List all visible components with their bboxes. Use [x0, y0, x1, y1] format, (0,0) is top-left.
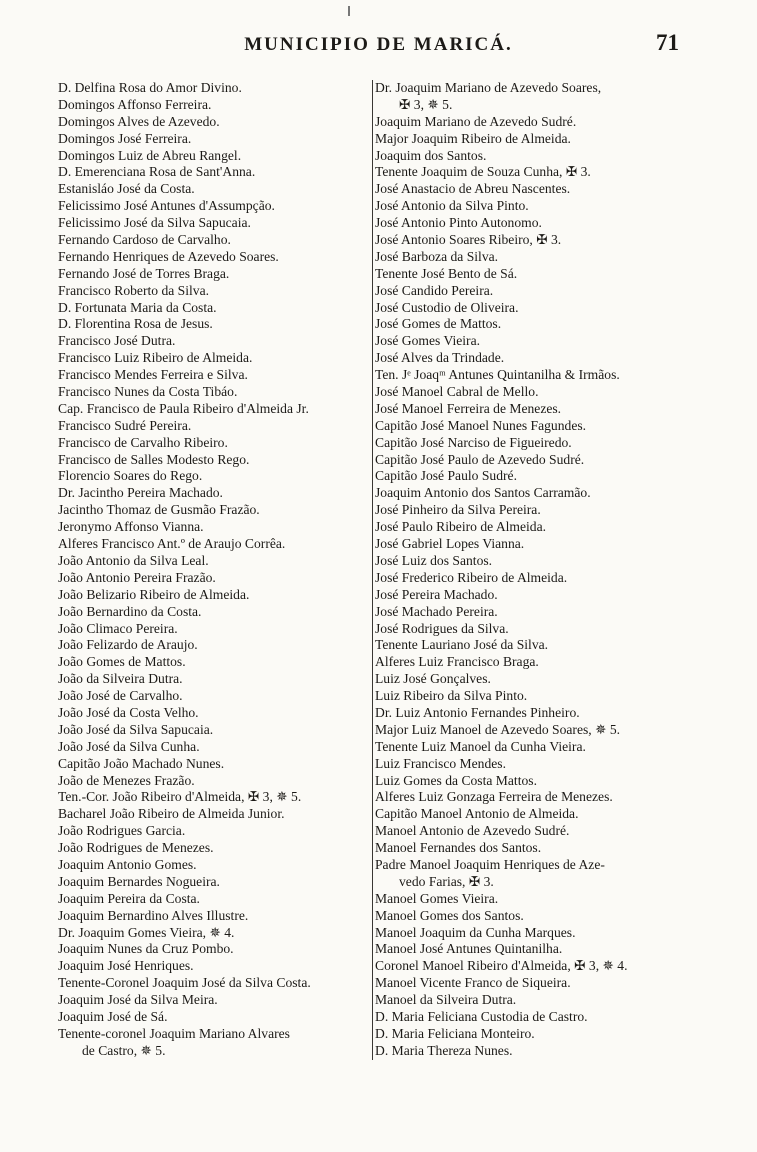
name-entry: Jeronymo Affonso Vianna. — [58, 519, 204, 535]
name-entry: Coronel Manoel Ribeiro d'Almeida, ✠ 3, ✵ 4. — [375, 958, 628, 974]
page-title: MUNICIPIO DE MARICÁ. — [244, 34, 513, 55]
name-entry: Luiz Francisco Mendes. — [375, 755, 506, 771]
name-entry: Felicissimo José Antunes d'Assumpção. — [58, 198, 275, 214]
name-entry: Manoel Antonio de Azevedo Sudré. — [375, 823, 570, 839]
name-entry: Capitão José Narciso de Figueiredo. — [375, 434, 572, 450]
name-entry: João de Menezes Frazão. — [58, 772, 195, 788]
name-entry: José Pereira Machado. — [375, 586, 498, 602]
name-entry: Domingos Luiz de Abreu Rangel. — [58, 147, 242, 163]
name-entry: Dr. Jacintho Pereira Machado. — [58, 485, 223, 501]
name-entry: Alferes Luiz Francisco Braga. — [375, 654, 539, 670]
name-entry: João Belizario Ribeiro de Almeida. — [58, 586, 250, 602]
name-entry: Dr. Luiz Antonio Fernandes Pinheiro. — [375, 704, 580, 720]
name-entry: D. Emerenciana Rosa de Sant'Anna. — [58, 164, 256, 180]
name-entry: Tenente Lauriano José da Silva. — [375, 637, 549, 653]
name-entry: José Paulo Ribeiro de Almeida. — [375, 519, 547, 535]
name-entry: D. Delfina Rosa do Amor Divino. — [58, 80, 242, 95]
name-entry: Joaquim Pereira da Costa. — [58, 890, 200, 906]
name-entry: Domingos Affonso Ferreira. — [58, 96, 212, 112]
name-entry: Tenente Joaquim de Souza Cunha, ✠ 3. — [375, 164, 591, 180]
name-entry: José Rodrigues da Silva. — [375, 620, 509, 636]
name-entry: José Candido Pereira. — [375, 282, 494, 298]
name-entry: José Manoel Cabral de Mello. — [375, 384, 539, 400]
name-entry: João José de Carvalho. — [58, 688, 183, 704]
name-entry: José Gomes de Mattos. — [375, 316, 502, 332]
name-entry: José Custodio de Oliveira. — [375, 299, 519, 315]
name-entry: Joaquim Antonio Gomes. — [58, 856, 197, 872]
name-entry: Francisco Nunes da Costa Tibáo. — [58, 384, 238, 400]
name-entry: Manoel Gomes Vieira. — [375, 890, 499, 906]
name-entry: João Gomes de Mattos. — [58, 654, 186, 670]
name-entry: Major Joaquim Ribeiro de Almeida. — [375, 130, 571, 146]
name-entry: Tenente-coronel Joaquim Mariano Alvares — [58, 1025, 290, 1041]
name-entry: Francisco de Salles Modesto Rego. — [58, 451, 250, 467]
page-number: 71 — [656, 30, 679, 55]
name-entry: Ten.-Cor. João Ribeiro d'Almeida, ✠ 3, ✵ 5. — [58, 789, 302, 805]
name-entry: Joaquim Antonio dos Santos Carramão. — [375, 485, 591, 501]
name-entry: João Rodrigues Garcia. — [58, 823, 186, 839]
name-entry: José Luiz dos Santos. — [375, 552, 493, 568]
name-entry: Ten. Jᵉ Joaqᵐ Antunes Quintanilha & Irmãos. — [375, 367, 620, 383]
name-entry: José Gabriel Lopes Vianna. — [375, 536, 525, 552]
name-entry: Capitão Manoel Antonio de Almeida. — [375, 806, 579, 822]
name-entry: José Manoel Ferreira de Menezes. — [375, 400, 562, 416]
name-entry: Luiz José Gonçalves. — [375, 671, 491, 687]
name-entry: Manoel Vicente Franco de Siqueira. — [375, 975, 571, 991]
name-entry: Tenente José Bento de Sá. — [375, 265, 518, 281]
name-entry: Joaquim José Henriques. — [58, 958, 194, 974]
name-entry: José Antonio da Silva Pinto. — [375, 198, 529, 214]
left-column — [58, 80, 370, 1060]
name-entry: Manoel Gomes dos Santos. — [375, 907, 524, 923]
name-entry: José Pinheiro da Silva Pereira. — [375, 502, 541, 518]
name-entry: João Rodrigues de Menezes. — [58, 840, 214, 856]
name-entry: Florencio Soares do Rego. — [58, 468, 203, 484]
name-entry: D. Maria Thereza Nunes. — [375, 1042, 513, 1058]
name-entry: Dr. Joaquim Mariano de Azevedo Soares, — [375, 80, 602, 95]
name-entry: Dr. Joaquim Gomes Vieira, ✵ 4. — [58, 924, 235, 940]
print-mark — [348, 6, 350, 16]
name-entry: Joaquim Bernardes Nogueira. — [58, 873, 220, 889]
name-entry: D. Fortunata Maria da Costa. — [58, 299, 217, 315]
name-entry: Francisco Roberto da Silva. — [58, 282, 210, 298]
name-entry: Manoel da Silveira Dutra. — [375, 992, 517, 1008]
name-entry: Capitão José Paulo de Azevedo Sudré. — [375, 451, 585, 467]
name-entry: Capitão José Paulo Sudré. — [375, 468, 517, 484]
name-entry: José Barboza da Silva. — [375, 248, 499, 264]
name-entry: D. Maria Feliciana Custodia de Castro. — [375, 1008, 588, 1024]
name-entry: Cap. Francisco de Paula Ribeiro d'Almeida Jr. — [58, 400, 309, 416]
name-entry: José Antonio Pinto Autonomo. — [375, 215, 542, 231]
name-entry: José Gomes Vieira. — [375, 333, 481, 349]
name-entry: Francisco Sudré Pereira. — [58, 417, 192, 433]
name-entry: João José da Silva Sapucaia. — [58, 721, 214, 737]
name-entry: Alferes Luiz Gonzaga Ferreira de Menezes. — [375, 789, 613, 805]
name-entry: Major Luiz Manoel de Azevedo Soares, ✵ 5. — [375, 721, 621, 737]
name-entry: Joaquim Mariano de Azevedo Sudré. — [375, 113, 577, 129]
name-entry: João Antonio da Silva Leal. — [58, 552, 209, 568]
name-entry: Francisco Mendes Ferreira e Silva. — [58, 367, 248, 383]
name-entry: Joaquim dos Santos. — [375, 147, 487, 163]
name-entry: Alferes Francisco Ant.º de Araujo Corrêa. — [58, 536, 286, 552]
name-entry: José Antonio Soares Ribeiro, ✠ 3. — [375, 232, 562, 248]
name-entry: Jacintho Thomaz de Gusmão Frazão. — [58, 502, 260, 518]
name-entry: Luiz Gomes da Costa Mattos. — [375, 772, 537, 788]
name-entry: Tenente Luiz Manoel da Cunha Vieira. — [375, 738, 586, 754]
name-entry: Joaquim José da Silva Meira. — [58, 992, 218, 1008]
name-entry: João José da Silva Cunha. — [58, 738, 200, 754]
name-entry: Francisco de Carvalho Ribeiro. — [58, 434, 228, 450]
name-entry: vedo Farias, ✠ 3. — [399, 873, 494, 889]
name-entry: Padre Manoel Joaquim Henriques de Aze- — [375, 856, 605, 872]
name-entry: Fernando Cardoso de Carvalho. — [58, 232, 231, 248]
name-entry: D. Maria Feliciana Monteiro. — [375, 1025, 535, 1041]
name-entry: Felicissimo José da Silva Sapucaia. — [58, 215, 251, 231]
name-entry: José Anastacio de Abreu Nascentes. — [375, 181, 571, 197]
name-entry: Luiz Ribeiro da Silva Pinto. — [375, 688, 528, 704]
name-entry: D. Florentina Rosa de Jesus. — [58, 316, 213, 332]
name-entry: José Frederico Ribeiro de Almeida. — [375, 569, 568, 585]
name-entry: João Antonio Pereira Frazão. — [58, 569, 216, 585]
name-entry: Joaquim Bernardino Alves Illustre. — [58, 907, 249, 923]
name-entry: Domingos José Ferreira. — [58, 130, 192, 146]
name-entry: de Castro, ✵ 5. — [82, 1042, 166, 1058]
name-entry: João Felizardo de Araujo. — [58, 637, 198, 653]
name-entry: José Machado Pereira. — [375, 603, 498, 619]
name-entry: João José da Costa Velho. — [58, 704, 199, 720]
name-entry: Joaquim José de Sá. — [58, 1008, 168, 1024]
name-entry: Manoel Fernandes dos Santos. — [375, 840, 542, 856]
name-entry: Bacharel João Ribeiro de Almeida Junior. — [58, 806, 285, 822]
page-header — [0, 30, 757, 64]
name-entry: João da Silveira Dutra. — [58, 671, 183, 687]
name-entry: Tenente-Coronel Joaquim José da Silva Costa. — [58, 975, 311, 991]
name-entry: Manoel Joaquim da Cunha Marques. — [375, 924, 576, 940]
name-entry: Fernando José de Torres Braga. — [58, 265, 230, 281]
name-entry: ✠ 3, ✵ 5. — [399, 96, 453, 112]
name-entry: José Alves da Trindade. — [375, 350, 505, 366]
name-entry: Manoel José Antunes Quintanilha. — [375, 941, 563, 957]
name-entry: Capitão João Machado Nunes. — [58, 755, 225, 771]
name-entry: João Climaco Pereira. — [58, 620, 178, 636]
name-entry: Domingos Alves de Azevedo. — [58, 113, 220, 129]
name-entry: Francisco Luiz Ribeiro de Almeida. — [58, 350, 253, 366]
name-entry: Fernando Henriques de Azevedo Soares. — [58, 248, 279, 264]
name-entry: Joaquim Nunes da Cruz Pombo. — [58, 941, 234, 957]
name-entry: Capitão José Manoel Nunes Fagundes. — [375, 417, 587, 433]
name-entry: Estanisláo José da Costa. — [58, 181, 195, 197]
right-column — [372, 80, 693, 1060]
name-entry: Francisco José Dutra. — [58, 333, 176, 349]
name-entry: João Bernardino da Costa. — [58, 603, 202, 619]
